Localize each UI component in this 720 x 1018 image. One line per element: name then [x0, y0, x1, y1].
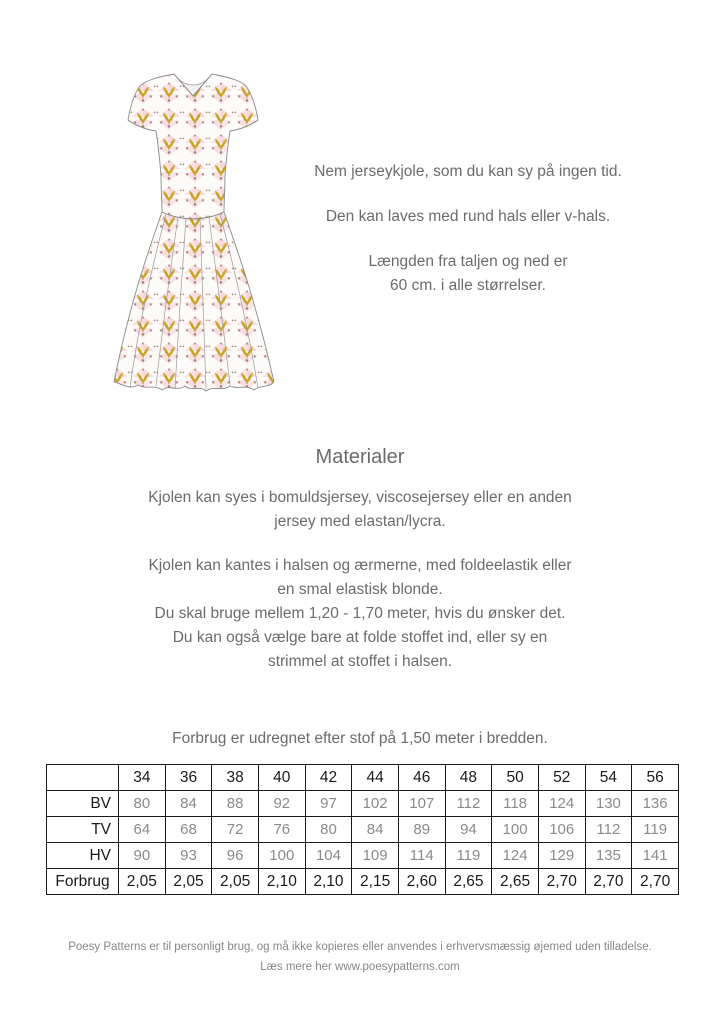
materials-p1-line-1: Kjolen kan syes i bomuldsjersey, viscosejersey eller en anden [148, 489, 572, 506]
cell-tv-54: 112 [585, 817, 632, 843]
cell-forbrug-56: 2,70 [632, 869, 679, 895]
cell-hv-48: 119 [445, 843, 492, 869]
materials-paragraph-2 [60, 554, 660, 674]
cell-forbrug-48: 2,65 [445, 869, 492, 895]
table-corner-cell [47, 765, 119, 791]
materials-p2-line-4: Du kan også vælge bare at folde stoffet ind, eller sy en [172, 629, 548, 647]
cell-forbrug-50: 2,65 [492, 869, 539, 895]
cell-tv-56: 119 [632, 817, 679, 843]
cell-forbrug-34: 2,05 [119, 869, 166, 895]
size-header-56: 56 [632, 765, 679, 791]
cell-tv-46: 89 [398, 817, 445, 843]
size-header-42: 42 [305, 765, 352, 791]
cell-bv-38: 88 [212, 791, 259, 817]
cell-forbrug-54: 2,70 [585, 869, 632, 895]
size-header-46: 46 [398, 765, 445, 791]
cell-tv-50: 100 [492, 817, 539, 843]
cell-bv-36: 84 [165, 791, 212, 817]
materials-paragraph-1 [60, 486, 660, 534]
materials-heading: Materialer [315, 446, 405, 468]
intro-line-3a: Længden fra taljen og ned er [368, 253, 568, 271]
size-header-52: 52 [538, 765, 585, 791]
cell-hv-36: 93 [165, 843, 212, 869]
cell-hv-52: 129 [538, 843, 585, 869]
cell-forbrug-52: 2,70 [538, 869, 585, 895]
cell-hv-42: 104 [305, 843, 352, 869]
intro-description [268, 160, 668, 298]
cell-bv-54: 130 [585, 791, 632, 817]
cell-hv-34: 90 [119, 843, 166, 869]
table-row [47, 869, 679, 895]
size-header-44: 44 [352, 765, 399, 791]
cell-tv-36: 68 [165, 817, 212, 843]
cell-hv-40: 100 [258, 843, 305, 869]
size-header-36: 36 [165, 765, 212, 791]
cell-hv-50: 124 [492, 843, 539, 869]
size-table-container [46, 764, 679, 895]
consumption-note: Forbrug er udregnet efter stof på 1,50 meter i bredden. [172, 730, 548, 747]
cell-hv-54: 135 [585, 843, 632, 869]
cell-tv-48: 94 [445, 817, 492, 843]
intro-line-1: Nem jerseykjole, som du kan sy på ingen tid. [314, 163, 622, 180]
intro-line-3 [268, 250, 668, 298]
cell-hv-56: 141 [632, 843, 679, 869]
cell-bv-34: 80 [119, 791, 166, 817]
cell-bv-40: 92 [258, 791, 305, 817]
cell-bv-56: 136 [632, 791, 679, 817]
footer-line-2: Læs mere her www.poesypatterns.com [260, 960, 460, 973]
row-label-forbrug: Forbrug [47, 869, 119, 895]
table-row [47, 843, 679, 869]
cell-forbrug-46: 2,60 [398, 869, 445, 895]
size-measurement-table [46, 764, 679, 895]
cell-hv-44: 109 [352, 843, 399, 869]
cell-tv-44: 84 [352, 817, 399, 843]
row-label-bv: BV [47, 791, 119, 817]
footer-copyright [20, 938, 700, 977]
table-row [47, 817, 679, 843]
materials-section [60, 444, 660, 674]
table-row [47, 791, 679, 817]
cell-hv-46: 114 [398, 843, 445, 869]
cell-tv-38: 72 [212, 817, 259, 843]
cell-tv-52: 106 [538, 817, 585, 843]
size-header-48: 48 [445, 765, 492, 791]
cell-forbrug-42: 2,10 [305, 869, 352, 895]
size-header-50: 50 [492, 765, 539, 791]
cell-bv-42: 97 [305, 791, 352, 817]
cell-tv-34: 64 [119, 817, 166, 843]
cell-bv-46: 107 [398, 791, 445, 817]
size-header-54: 54 [585, 765, 632, 791]
materials-p2-line-5: strimmel at stoffet i halsen. [267, 653, 453, 671]
cell-forbrug-36: 2,05 [165, 869, 212, 895]
materials-p1-line-2: jersey med elastan/lycra. [274, 513, 446, 531]
size-header-40: 40 [258, 765, 305, 791]
cell-tv-40: 76 [258, 817, 305, 843]
row-label-tv: TV [47, 817, 119, 843]
cell-forbrug-40: 2,10 [258, 869, 305, 895]
cell-bv-52: 124 [538, 791, 585, 817]
table-body [47, 791, 679, 895]
cell-hv-38: 96 [212, 843, 259, 869]
row-label-hv: HV [47, 843, 119, 869]
footer-line-1: Poesy Patterns er til personligt brug, og må ikke kopieres eller anvendes i erhvervsmæssig øjemed uden tilladelse. [68, 941, 652, 953]
intro-line-3b: 60 cm. i alle størrelser. [390, 277, 546, 295]
cell-forbrug-38: 2,05 [212, 869, 259, 895]
cell-forbrug-44: 2,15 [352, 869, 399, 895]
size-header-38: 38 [212, 765, 259, 791]
cell-bv-48: 112 [445, 791, 492, 817]
table-header-row [47, 765, 679, 791]
intro-line-2: Den kan laves med rund hals eller v-hals. [325, 208, 611, 226]
materials-p2-line-2: en smal elastisk blonde. [277, 581, 443, 599]
cell-bv-44: 102 [352, 791, 399, 817]
cell-bv-50: 118 [492, 791, 539, 817]
cell-tv-42: 80 [305, 817, 352, 843]
materials-p2-line-3: Du skal bruge mellem 1,20 - 1,70 meter, hvis du ønsker det. [154, 605, 566, 623]
size-header-34: 34 [119, 765, 166, 791]
materials-p2-line-1: Kjolen kan kantes i halsen og ærmerne, med foldeelastik eller [148, 557, 572, 575]
